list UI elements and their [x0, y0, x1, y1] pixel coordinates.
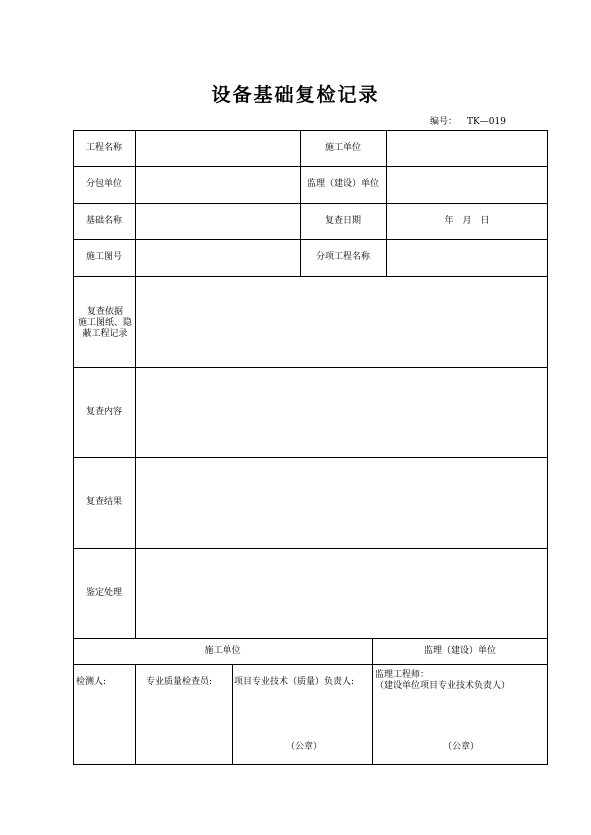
- document-code: [430, 114, 516, 127]
- field-project-name[interactable]: [136, 130, 300, 166]
- label-subcontract-unit: 分包单位: [85, 179, 122, 189]
- field-subcontract-unit[interactable]: [136, 166, 300, 203]
- label-sub-item-name: 分项工程名称: [315, 252, 370, 262]
- label-drawing-no: 施工图号: [85, 252, 122, 262]
- field-sub-item-name[interactable]: [387, 239, 547, 276]
- field-supervision-unit[interactable]: [387, 166, 547, 203]
- signature-construction-unit-header: 施工单位: [204, 645, 241, 656]
- label-construction-unit: 施工单位: [324, 142, 361, 153]
- label-recheck-result: 复查结果: [85, 497, 122, 507]
- seal-left: （公章）: [286, 742, 323, 752]
- supervising-engineer-label: 监理工程师： （建设单位项目专业技术负责人）: [375, 670, 511, 691]
- code-label: 编号：: [430, 117, 458, 127]
- field-drawing-no[interactable]: [136, 239, 300, 276]
- tech-lead-label: 项目专业技术（质量）负责人:: [234, 677, 355, 687]
- label-supervision-unit: 监理（建设）单位: [306, 179, 379, 189]
- label-recheck-date: 复查日期: [324, 215, 361, 226]
- label-disposal: 鉴定处理: [85, 587, 122, 598]
- seal-right: （公章）: [443, 742, 480, 752]
- field-foundation-name[interactable]: [136, 203, 300, 239]
- page-title: 设备基础复检记录: [211, 84, 380, 106]
- inspector-label: 检测人:: [76, 677, 107, 687]
- label-recheck-content: 复查内容: [85, 406, 122, 417]
- field-recheck-result[interactable]: [136, 458, 547, 548]
- field-disposal[interactable]: [136, 549, 547, 638]
- field-recheck-basis[interactable]: [136, 277, 547, 367]
- field-recheck-date[interactable]: 年 月 日: [444, 215, 490, 226]
- field-construction-unit[interactable]: [387, 130, 547, 166]
- field-recheck-content[interactable]: [136, 368, 547, 457]
- label-recheck-basis: 复查依据 施工图纸、隐 蔽工程记录: [77, 307, 132, 339]
- label-project-name: 工程名称: [85, 142, 122, 153]
- quality-inspector-label: 专业质量检查员:: [146, 677, 213, 687]
- label-foundation-name: 基础名称: [85, 215, 122, 226]
- signature-supervision-unit-header: 监理（建设）单位: [423, 645, 496, 656]
- code-value: TK—019: [467, 117, 506, 127]
